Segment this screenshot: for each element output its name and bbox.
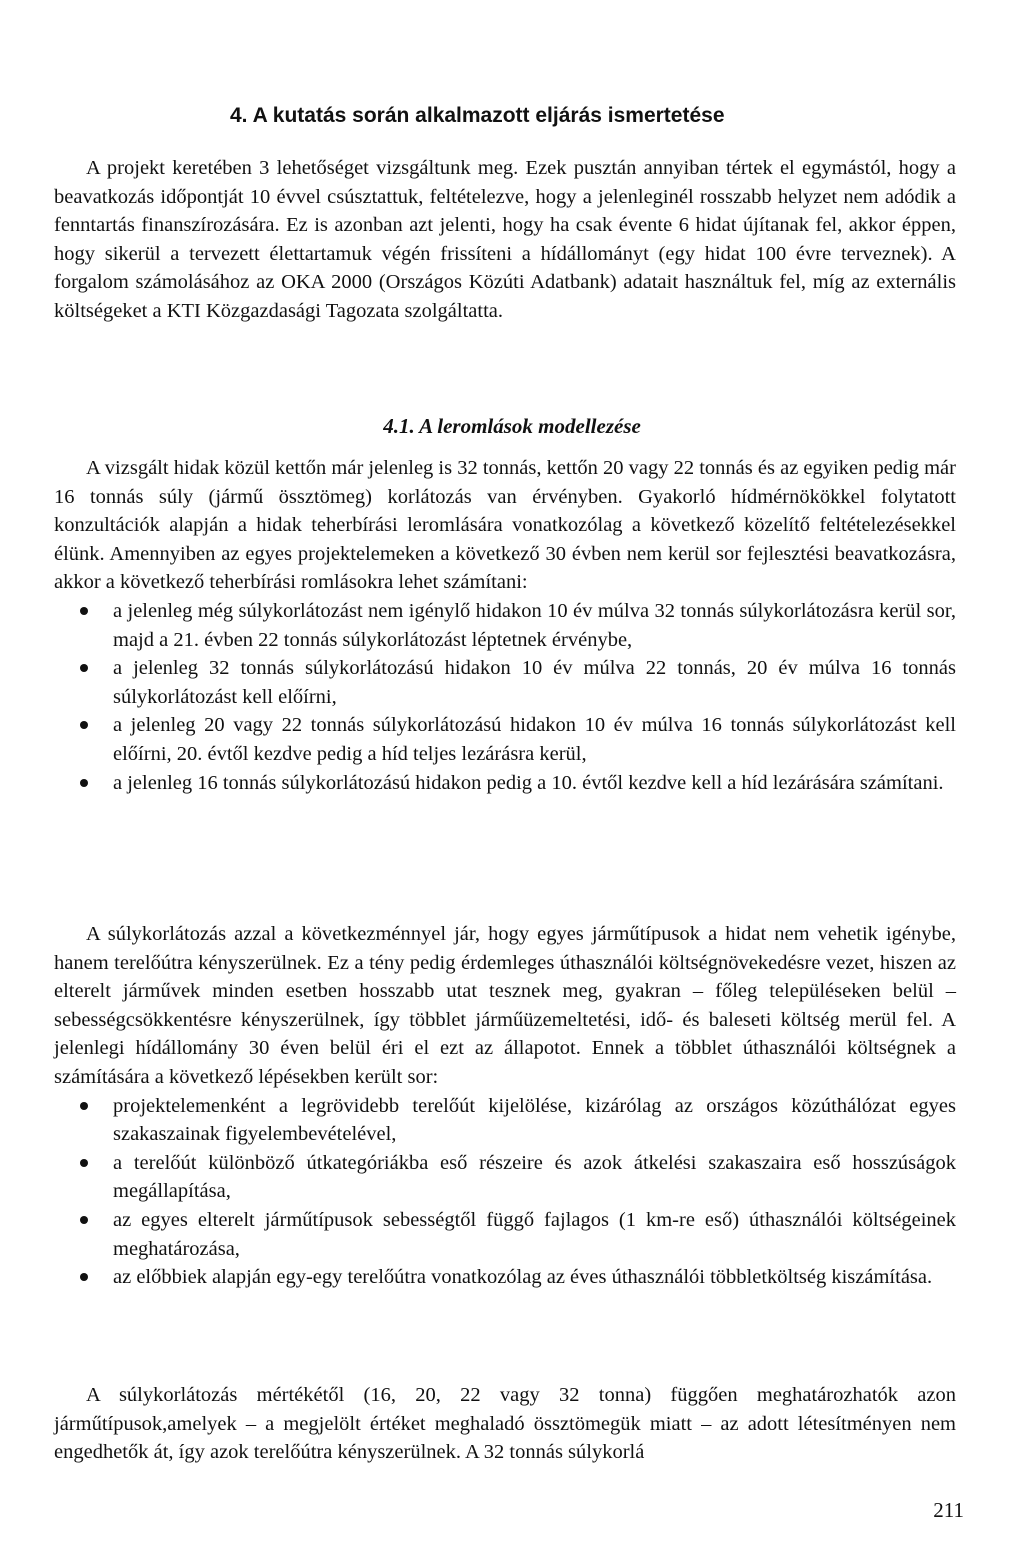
- list-item: [54, 1092, 956, 1149]
- list-item: [54, 711, 956, 768]
- list-item: [54, 654, 956, 711]
- list-item-text: a jelenleg 16 tonnás súlykorlátozású hidakon pedig a 10. évtől kezdve kell a híd lezárására számítani.: [113, 771, 944, 794]
- bullet-icon: [80, 1216, 88, 1224]
- list-item-text: a jelenleg 32 tonnás súlykorlátozású hidakon 10 év múlva 22 tonnás, 20 év múlva 16 tonnás súlykorlátozást kell előírni,: [113, 657, 956, 708]
- detour-steps-bullet-list: [54, 1092, 956, 1292]
- list-item-text: az előbbiek alapján egy-egy terelőútra vonatkozólag az éves úthasználói többletköltség kiszámítása.: [113, 1266, 933, 1289]
- bullet-icon: [80, 721, 88, 729]
- bullet-icon: [80, 1159, 88, 1167]
- list-item-text: a jelenleg 20 vagy 22 tonnás súlykorlátozású hidakon 10 év múlva 16 tonnás súlykorlátozást kell előírni, 20. évtől kezdve pedig a híd teljes lezárásra kerül,: [113, 714, 956, 765]
- bullet-icon: [80, 1102, 88, 1110]
- list-item: [54, 1263, 956, 1292]
- intro-paragraph: A projekt keretében 3 lehetőséget vizsgáltunk meg. Ezek pusztán annyiban tértek el egymástól, hogy a beavatkozás időpontját 10 évvel csúsztattuk, feltételezve, hogy a jelenleginél rosszabb helyzet nem adódik a fenntartás finanszírozására. Ez is azonban azt jelenti, hogy ha csak évente 6 hidat újítanak fel, akkor éppen, hogy sikerül a tervezett élettartamuk végén frissíteni a hídállományt (egy hidat 100 évre terveznek). A forgalom számolásához az OKA 2000 (Országos Közúti Adatbank) adatait használtuk fel, míg az externális költségeket a KTI Közgazdasági Tagozata szolgáltatta.: [54, 157, 956, 322]
- page-number: 211: [933, 1498, 964, 1522]
- list-item-text: a jelenleg még súlykorlátozást nem igénylő hidakon 10 év múlva 32 tonnás súlykorlátozásra kerül sor, majd a 21. évben 22 tonnás súlykorlátozást léptetnek érvénybe,: [113, 599, 956, 651]
- intro-paragraph-block: [54, 154, 956, 326]
- section-heading: 4. A kutatás során alkalmazott eljárás ismertetése: [230, 104, 725, 127]
- list-item: [54, 769, 956, 798]
- list-item-text: a terelőút különböző útkategóriákba eső részeire és azok átkelési szakaszaira eső hosszúságok megállapítása,: [113, 1151, 956, 1203]
- list-item: [54, 1206, 956, 1263]
- list-item: [54, 1149, 956, 1206]
- closing-paragraph: A súlykorlátozás mértékétől (16, 20, 22 vagy 32 tonna) függően meghatározhatók azon járműtípusok,amelyek – a megjelölt értéket meghaladó össztömegük miatt – az adott létesítményen nem engedhetők át, így azok terelőútra kényszerülnek. A 32 tonnás súlykorlá: [54, 1384, 956, 1464]
- detour-cost-paragraph: A súlykorlátozás azzal a következménnyel jár, hogy egyes járműtípusok a hidat nem vehetik igénybe, hanem terelőútra kényszerülnek. Ez a tény pedig érdemleges úthasználói költségnövekedésre vezet, hiszen az elterelt járművek minden esetben hosszabb utat tesznek meg, gyakran – főleg településeken belül – sebességcsökkentésre kényszerülnek, így többlet járműüzemeltetési, idő- és baleseti költség merül fel. A jelenlegi hídállomány 30 éven belül éri el ezt az állapotot. Ennek a többlet úthasználói költségnek a számítására a következő lépésekben került sor:: [54, 923, 956, 1088]
- deterioration-paragraph: A vizsgált hidak közül kettőn már jelenleg is 32 tonnás, kettőn 20 vagy 22 tonnás és az egyiken pedig már 16 tonnás súly (jármű össztömeg) korlátozás van érvényben. Gyakorló hídmérnökökkel folytatott konzultációk alapján a hidak teherbírási leromlására vonatkozólag a következő közelítő feltételezésekkel élünk. Amennyiben az egyes projektelemeken a következő 30 évben nem kerül sor fejlesztési beavatkozásra, akkor a következő teherbírási romlásokra lehet számítani:: [54, 457, 956, 594]
- deterioration-section: [54, 454, 956, 797]
- bullet-icon: [80, 1273, 88, 1281]
- bullet-icon: [80, 607, 88, 615]
- detour-cost-section: [54, 920, 956, 1292]
- subsection-heading: 4.1. A leromlások modellezése: [383, 414, 641, 438]
- bullet-icon: [80, 779, 88, 787]
- closing-paragraph-block: [54, 1381, 956, 1467]
- bullet-icon: [80, 664, 88, 672]
- list-item-text: projektelemenként a legrövidebb terelőút kijelölése, kizárólag az országos közúthálózat egyes szakaszainak figyelembevételével,: [113, 1094, 956, 1146]
- list-item-text: az egyes elterelt járműtípusok sebességtől függő fajlagos (1 km-re eső) úthasználói költségeinek meghatározása,: [113, 1208, 956, 1260]
- deterioration-bullet-list: [54, 597, 956, 797]
- list-item: [54, 597, 956, 654]
